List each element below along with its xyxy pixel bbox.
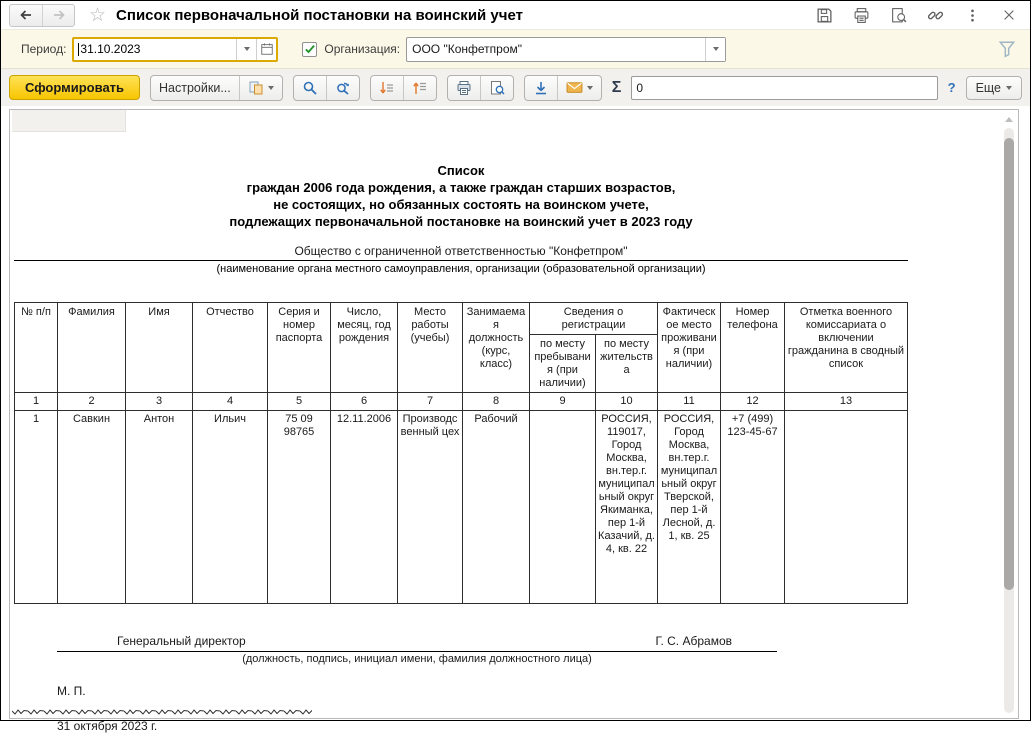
report-variants-icon [248,80,264,96]
favorite-star-icon[interactable]: ☆ [89,4,107,26]
grouping-group [370,75,437,101]
page-title: Список первоначальной постановки на воинский учет [116,6,523,24]
print-report-button[interactable] [448,76,480,100]
organization-name: Общество с ограниченной ответственностью "Конфетпром" [14,244,908,261]
more-icon [965,8,980,23]
cell-commissariat-mark [785,411,908,604]
stamp-placeholder: М. П. [57,684,86,698]
table-row [15,411,908,604]
save-button[interactable] [815,6,833,24]
col-header-workplace: Место работы (учебы) [398,303,463,393]
collapse-groups-icon [412,80,428,96]
report-document [14,110,908,733]
organization-input[interactable] [406,37,726,62]
search-icon [302,80,318,96]
generate-button[interactable]: Сформировать [9,75,140,100]
col-header-firstname: Имя [126,303,193,393]
search-button[interactable] [294,76,326,100]
period-calendar-button[interactable] [256,39,276,60]
scroll-up-icon[interactable] [1005,117,1013,122]
period-input[interactable] [72,37,278,62]
funnel-icon[interactable] [998,40,1016,58]
autosum-icon: Σ [611,78,622,96]
back-icon [18,7,34,23]
dropdown-icon [713,47,719,51]
cell-actual-residence: РОССИЯ, Город Москва, вн.тер.г. муниципальный округ Тверской, пер 1-й Лесной, д. 1, кв. 25 [658,411,721,604]
filter-bar [1,29,1030,69]
print-preview-button[interactable] [480,76,513,100]
cell-stay-place [530,411,596,604]
col-header-position: Занимаемая должность (курс, класс) [463,303,530,393]
col-header-birthdate: Число, месяц, год рождения [331,303,398,393]
text-caret [78,43,79,56]
col-header-stay-place: по месту пребывания (при наличии) [530,335,596,393]
col-header-actual-residence: Фактическое место проживания (при наличии) [658,303,721,393]
more-button[interactable] [963,6,981,24]
help-button[interactable]: ? [947,80,956,95]
save-icon [816,7,833,24]
print-icon [853,7,870,24]
period-dropdown-button[interactable] [236,39,256,60]
collapse-groups-button[interactable] [403,76,436,100]
organization-caption: (наименование органа местного самоуправления, организации (образовательной организации) [216,263,706,275]
email-icon [566,80,583,95]
email-button[interactable] [557,76,601,100]
signature-caption: (должность, подпись, инициал имени, фамилия должностного лица) [242,653,592,665]
organization-checkbox[interactable] [302,42,317,57]
vertical-scrollbar[interactable] [1003,115,1015,713]
expand-groups-icon [379,80,395,96]
export-group [524,75,602,101]
report-table [14,302,908,604]
preview-button[interactable] [889,6,907,24]
col-header-residence-place: по месту жительства [596,335,658,393]
settings-group [150,75,283,101]
print-icon [456,80,472,96]
scrollbar-thumb[interactable] [1004,138,1014,590]
check-icon [304,43,316,55]
cell-workplace: Производсвенный цех [398,411,463,604]
calendar-icon [260,42,274,56]
dropdown-icon [587,86,593,90]
period-label: Период: [21,42,67,56]
forward-icon [51,7,67,23]
col-header-surname: Фамилия [58,303,126,393]
autosum-field[interactable]: 0 [631,76,937,100]
close-icon [1002,8,1016,22]
col-header-passport: Серия и номер паспорта [268,303,331,393]
col-header-phone: Номер телефона [721,303,785,393]
search-next-button[interactable] [326,76,359,100]
more-actions-button[interactable]: Еще [966,76,1022,100]
cell-position: Рабочий [463,411,530,604]
cell-surname: Савкин [58,411,126,604]
save-file-button[interactable] [525,76,557,100]
search-group [293,75,360,101]
document-date: 31 октября 2023 г. [57,719,158,733]
print-group [447,75,514,101]
cell-birthdate: 12.11.2006 [331,411,398,604]
organization-label: Организация: [324,42,401,56]
organization-dropdown-button[interactable] [705,38,725,61]
period-value: 31.10.2023 [80,42,141,56]
cell-passport: 75 09 98765 [268,411,331,604]
report-title: Список граждан 2006 года рождения, а также граждан старших возрастов, не состоящих, но обязанных состоять на воинском учете, подлежащих первоначальной постановке на воинский учет в 2023 году [229,163,693,229]
cell-patronymic: Ильич [193,411,268,604]
torn-edge [12,708,312,716]
dropdown-icon [268,86,274,90]
report-toolbar [1,69,1030,106]
report-variants-button[interactable] [239,76,282,100]
link-button[interactable] [926,6,944,24]
signer-position: Генеральный директор [117,634,246,648]
cell-phone: +7 (499) 123-45-67 [721,411,785,604]
settings-button[interactable]: Настройки... [159,80,231,95]
cell-number: 1 [15,411,58,604]
organization-value: ООО "Конфетпром" [412,42,523,56]
scrollbar-track[interactable] [1004,128,1014,713]
search-next-icon [335,80,351,96]
expand-groups-button[interactable] [371,76,403,100]
report-viewport [9,109,1019,733]
history-nav [9,4,75,27]
column-numbers-row: 1 2 3 4 5 6 7 8 9 10 11 12 13 [15,393,908,411]
col-header-patronymic: Отчество [193,303,268,393]
cell-residence-place: РОССИЯ, 119017, Город Москва, вн.тер.г. муниципальный округ Якиманка, пер 1-й Казачий, д. 4, кв. 22 [596,411,658,604]
dropdown-icon [244,47,250,51]
save-file-icon [533,80,549,96]
cell-firstname: Антон [126,411,193,604]
dropdown-icon [1006,86,1012,90]
signature-line [57,634,777,652]
preview-icon [890,7,907,24]
titlebar-actions [815,6,1022,24]
link-icon [927,7,944,24]
col-header-number: № п/п [15,303,58,393]
back-button[interactable] [10,5,42,26]
col-header-registration-group: Сведения о регистрации [530,303,658,335]
col-header-commissariat-mark: Отметка военного комиссариата о включении гражданина в сводный список [785,303,908,393]
forward-button[interactable] [42,5,74,26]
print-preview-icon [489,80,505,96]
print-button[interactable] [852,6,870,24]
signer-name: Г. С. Абрамов [655,634,732,648]
close-button[interactable] [1000,6,1018,24]
window-titlebar [1,1,1030,29]
